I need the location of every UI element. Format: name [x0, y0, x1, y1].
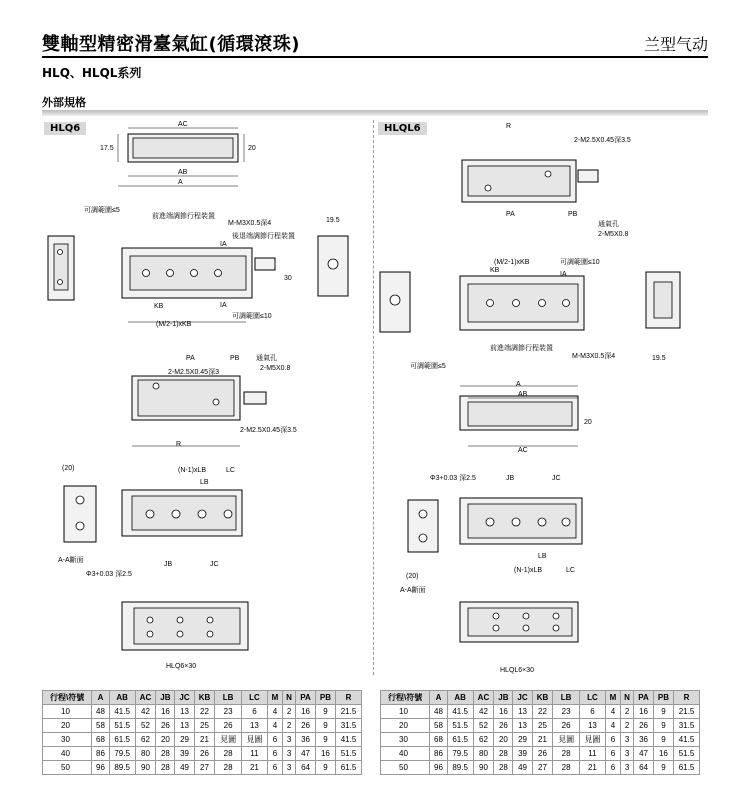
table-cell: 26	[296, 719, 316, 733]
table-cell: 80	[473, 747, 494, 761]
table-cell: 31.5	[674, 719, 700, 733]
dim-kb: KB	[154, 303, 164, 310]
table-cell: 30	[43, 733, 92, 747]
table-header-cell: R	[674, 691, 700, 705]
table-header-cell: N	[282, 691, 296, 705]
table-header-cell: PB	[315, 691, 335, 705]
table-cell: 6	[268, 761, 283, 775]
table-cell: 16	[315, 747, 335, 761]
table-cell: 27	[194, 761, 215, 775]
table-cell: 16	[494, 705, 513, 719]
table-header-cell: KB	[532, 691, 553, 705]
label-m25-35-right: 2-M2.5X0.45深3.5	[574, 137, 631, 144]
table-cell: 51.5	[336, 747, 362, 761]
label-phi3: Φ3+0.03 深2.5	[86, 571, 132, 578]
dim-n1lb-right: (N-1)xLB	[514, 567, 543, 574]
table-cell: 47	[296, 747, 316, 761]
table-cell: 13	[579, 719, 605, 733]
table-header-cell: R	[336, 691, 362, 705]
table-cell: 28	[553, 761, 579, 775]
table-header-cell: M	[606, 691, 621, 705]
label-aa-left: A-A斷面	[58, 557, 84, 564]
table-cell: 見圖	[579, 733, 605, 747]
table-row	[381, 705, 700, 719]
table-cell: 89.5	[447, 761, 473, 775]
table-header-cell: JB	[156, 691, 175, 705]
table-cell: 61.5	[336, 761, 362, 775]
table-cell: 30	[381, 733, 430, 747]
table-cell: 36	[634, 733, 654, 747]
table-cell: 48	[430, 705, 447, 719]
table-cell: 21	[194, 733, 215, 747]
table-cell: 26	[194, 747, 215, 761]
table-cell: 9	[653, 719, 673, 733]
table-cell: 28	[553, 747, 579, 761]
table-header-cell: 行程\符號	[381, 691, 430, 705]
table-row	[43, 761, 362, 775]
table-cell: 21	[532, 733, 553, 747]
label-m3: M-M3X0.5深4	[228, 220, 272, 227]
table-cell: 49	[513, 761, 532, 775]
table-cell: 26	[156, 719, 175, 733]
table-cell: 28	[494, 761, 513, 775]
label-front-adjust-right: 前進端調節行程裝置	[490, 345, 553, 352]
brand-label: 兰型气动	[643, 35, 708, 54]
table-cell: 39	[175, 747, 194, 761]
table-cell: 68	[92, 733, 109, 747]
table-cell: 20	[494, 733, 513, 747]
table-header-cell: AC	[473, 691, 494, 705]
label-m5: 2-M5X0.8	[260, 365, 291, 372]
dim-ab: AB	[178, 169, 188, 176]
table-cell: 見圖	[215, 733, 241, 747]
table-cell: 25	[532, 719, 553, 733]
table-cell: 4	[268, 719, 283, 733]
table-row	[381, 733, 700, 747]
dim-ia-right: IA	[560, 271, 567, 278]
hlq6-section-view	[58, 465, 242, 578]
dim-n1lb: (N-1)xLB	[178, 467, 207, 474]
table-cell: 28	[215, 761, 241, 775]
hlq6-top-view	[100, 121, 256, 186]
dim-lb: LB	[200, 479, 209, 486]
table-cell: 27	[532, 761, 553, 775]
table-cell: 21	[241, 761, 267, 775]
label-through-hole: 通氣孔	[256, 355, 277, 362]
dim-ia-bottom: IA	[220, 302, 227, 309]
table-cell: 4	[606, 719, 621, 733]
table-cell: 3	[620, 747, 634, 761]
table-cell: 11	[579, 747, 605, 761]
table-header-cell: A	[92, 691, 109, 705]
table-cell: 16	[653, 747, 673, 761]
spec-table-left	[42, 690, 362, 775]
hlq6-bottom-view	[132, 353, 297, 448]
table-cell: 29	[513, 733, 532, 747]
dim-pb: PB	[230, 355, 240, 362]
label-m5-right: 2-M5X0.8	[598, 231, 629, 238]
table-cell: 62	[473, 733, 494, 747]
table-cell: 3	[282, 761, 296, 775]
table-cell: 13	[175, 719, 194, 733]
dim-ab-right: AB	[518, 391, 528, 398]
table-cell: 41.5	[336, 733, 362, 747]
table-cell: 16	[634, 705, 654, 719]
label-m25-3: 2-M2.5X0.45深3	[168, 369, 219, 376]
table-row	[43, 705, 362, 719]
table-cell: 29	[175, 733, 194, 747]
table-cell: 58	[92, 719, 109, 733]
table-header-cell: A	[430, 691, 447, 705]
table-cell: 40	[381, 747, 430, 761]
hlq6-main-view	[48, 205, 348, 328]
dim-lc-right: LC	[566, 567, 575, 574]
dim-r: R	[176, 441, 182, 448]
table-cell: 96	[430, 761, 447, 775]
table-cell: 13	[513, 705, 532, 719]
dim-20-paren-right: (20)	[406, 573, 419, 580]
table-cell: 22	[532, 705, 553, 719]
table-row	[381, 747, 700, 761]
label-m3-right: M-M3X0.5深4	[572, 353, 616, 360]
table-cell: 16	[296, 705, 316, 719]
label-hlq6x30: HLQ6×30	[166, 663, 197, 670]
table-row	[43, 733, 362, 747]
table-cell: 26	[494, 719, 513, 733]
label-stroke-adjust: 可調範圍≤5	[84, 207, 120, 214]
table-cell: 20	[381, 719, 430, 733]
table-cell: 6	[268, 747, 283, 761]
table-row	[43, 719, 362, 733]
dim-19-5: 19.5	[326, 217, 340, 224]
dim-jc-right: JC	[552, 475, 561, 482]
table-header-cell: M	[268, 691, 283, 705]
hlql6-main-view	[380, 257, 680, 370]
table-cell: 62	[135, 733, 156, 747]
table-cell: 3	[620, 761, 634, 775]
model-tag-left: HLQ6	[44, 122, 86, 135]
table-cell: 31.5	[336, 719, 362, 733]
table-cell: 11	[241, 747, 267, 761]
table-header-cell: LC	[241, 691, 267, 705]
table-cell: 52	[473, 719, 494, 733]
table-cell: 86	[430, 747, 447, 761]
table-cell: 6	[606, 747, 621, 761]
table-header-cell: 行程\符號	[43, 691, 92, 705]
table-header-cell: LC	[579, 691, 605, 705]
dim-kb-right: KB	[490, 267, 500, 274]
table-cell: 42	[473, 705, 494, 719]
table-cell: 28	[156, 747, 175, 761]
table-cell: 64	[634, 761, 654, 775]
dim-19-5-right: 19.5	[652, 355, 666, 362]
dim-17-5: 17.5	[100, 145, 114, 152]
table-header-cell: JC	[513, 691, 532, 705]
table-cell: 21.5	[336, 705, 362, 719]
table-cell: 61.5	[447, 733, 473, 747]
table-cell: 6	[606, 733, 621, 747]
dim-jb: JB	[164, 561, 173, 568]
dim-m12kb-right: (M/2-1)xKB	[494, 259, 530, 266]
dim-lb-right: LB	[538, 553, 547, 560]
table-header-cell: PA	[296, 691, 316, 705]
table-cell: 9	[315, 733, 335, 747]
dim-m12kb: (M/2-1)xKB	[156, 321, 192, 328]
table-cell: 64	[296, 761, 316, 775]
table-cell: 9	[315, 719, 335, 733]
table-cell: 25	[194, 719, 215, 733]
table-cell: 42	[135, 705, 156, 719]
table-cell: 96	[92, 761, 109, 775]
table-header-cell: AB	[447, 691, 473, 705]
table-cell: 3	[620, 733, 634, 747]
table-row	[43, 747, 362, 761]
dim-jc: JC	[210, 561, 219, 568]
table-cell: 2	[282, 705, 296, 719]
table-cell: 6	[268, 733, 283, 747]
dim-pb-right: PB	[568, 211, 578, 218]
table-cell: 9	[653, 705, 673, 719]
table-cell: 49	[175, 761, 194, 775]
table-cell: 22	[194, 705, 215, 719]
table-cell: 89.5	[109, 761, 135, 775]
table-cell: 61.5	[674, 761, 700, 775]
table-cell: 9	[315, 761, 335, 775]
table-cell: 6	[241, 705, 267, 719]
table-cell: 61.5	[109, 733, 135, 747]
dim-20-right: 20	[584, 419, 592, 426]
table-cell: 28	[215, 747, 241, 761]
table-cell: 26	[532, 747, 553, 761]
table-cell: 13	[175, 705, 194, 719]
table-cell: 40	[43, 747, 92, 761]
table-cell: 50	[381, 761, 430, 775]
table-cell: 13	[241, 719, 267, 733]
table-cell: 23	[553, 705, 579, 719]
table-cell: 90	[135, 761, 156, 775]
table-cell: 4	[606, 705, 621, 719]
table-cell: 4	[268, 705, 283, 719]
table-cell: 2	[620, 719, 634, 733]
table-cell: 21	[579, 761, 605, 775]
label-hlql6x30: HLQL6×30	[500, 667, 535, 674]
table-header-cell: JB	[494, 691, 513, 705]
dim-pa-right: PA	[506, 211, 515, 218]
table-cell: 3	[282, 747, 296, 761]
table-header-cell: PB	[653, 691, 673, 705]
table-cell: 50	[43, 761, 92, 775]
table-cell: 36	[296, 733, 316, 747]
page-title: 雙軸型精密滑臺氣缸(循環滾珠)	[42, 34, 300, 55]
table-row	[381, 761, 700, 775]
table-header-cell: LB	[215, 691, 241, 705]
table-cell: 51.5	[674, 747, 700, 761]
table-cell: 20	[43, 719, 92, 733]
table-cell: 39	[513, 747, 532, 761]
table-cell: 28	[156, 761, 175, 775]
label-stroke-adjust-10-right: 可調範圍≤10	[560, 259, 600, 266]
table-cell: 26	[215, 719, 241, 733]
table-cell: 80	[135, 747, 156, 761]
section-heading: 外部規格	[42, 96, 86, 109]
table-header-cell: PA	[634, 691, 654, 705]
table-cell: 79.5	[447, 747, 473, 761]
dim-r-right: R	[506, 123, 512, 130]
table-cell: 21.5	[674, 705, 700, 719]
table-cell: 2	[282, 719, 296, 733]
table-cell: 51.5	[109, 719, 135, 733]
table-cell: 58	[430, 719, 447, 733]
table-header-cell: AC	[135, 691, 156, 705]
hlql6x30-view	[460, 602, 578, 674]
table-cell: 41.5	[109, 705, 135, 719]
label-stroke-adjust-right: 可調範圍≤5	[410, 363, 446, 370]
table-header-cell: JC	[175, 691, 194, 705]
dim-ac: AC	[178, 121, 188, 128]
label-front-adjust: 前進端調節行程裝置	[152, 213, 215, 220]
table-cell: 41.5	[447, 705, 473, 719]
table-cell: 52	[135, 719, 156, 733]
model-tag-right: HLQL6	[378, 122, 427, 135]
hlql6-section-view	[400, 474, 582, 594]
table-cell: 47	[634, 747, 654, 761]
table-header-cell: AB	[109, 691, 135, 705]
table-cell: 86	[92, 747, 109, 761]
table-cell: 見圖	[241, 733, 267, 747]
series-subtitle: HLQ、HLQL系列	[42, 66, 142, 80]
table-cell: 68	[430, 733, 447, 747]
table-cell: 51.5	[447, 719, 473, 733]
dim-ia-top: IA	[220, 241, 227, 248]
spec-table-right	[380, 690, 700, 775]
table-header-row	[43, 691, 362, 705]
table-cell: 10	[43, 705, 92, 719]
dim-jb-right: JB	[506, 475, 515, 482]
label-through-hole-right: 通氣孔	[598, 221, 619, 228]
table-cell: 13	[513, 719, 532, 733]
dim-30: 30	[284, 275, 292, 282]
table-cell: 2	[620, 705, 634, 719]
table-cell: 90	[473, 761, 494, 775]
table-header-cell: KB	[194, 691, 215, 705]
dim-lc: LC	[226, 467, 235, 474]
table-cell: 9	[653, 733, 673, 747]
table-cell: 6	[606, 761, 621, 775]
table-header-cell: LB	[553, 691, 579, 705]
table-cell: 20	[156, 733, 175, 747]
table-cell: 16	[156, 705, 175, 719]
table-cell: 41.5	[674, 733, 700, 747]
table-cell: 26	[634, 719, 654, 733]
table-cell: 28	[494, 747, 513, 761]
table-cell: 見圖	[553, 733, 579, 747]
table-cell: 9	[653, 761, 673, 775]
table-cell: 3	[282, 733, 296, 747]
label-phi3-right: Φ3+0.03 深2.5	[430, 475, 476, 482]
table-cell: 79.5	[109, 747, 135, 761]
dim-a: A	[178, 179, 183, 186]
table-header-cell: N	[620, 691, 634, 705]
table-cell: 48	[92, 705, 109, 719]
dim-ac-right: AC	[518, 447, 528, 454]
dim-20-paren: (20)	[62, 465, 75, 472]
table-header-row	[381, 691, 700, 705]
table-cell: 6	[579, 705, 605, 719]
label-m25-35: 2-M2.5X0.45深3.5	[240, 427, 297, 434]
dim-a-right: A	[516, 381, 521, 388]
dim-20-top: 20	[248, 145, 256, 152]
table-cell: 9	[315, 705, 335, 719]
hlql6-side-view	[460, 381, 592, 454]
label-stroke-adjust-10: 可調範圍≤10	[232, 313, 272, 320]
hlq6x30-view	[122, 602, 248, 670]
table-cell: 23	[215, 705, 241, 719]
dim-pa: PA	[186, 355, 195, 362]
table-row	[381, 719, 700, 733]
table-cell: 10	[381, 705, 430, 719]
label-aa-right: A-A斷面	[400, 587, 426, 594]
hlql6-top-view	[462, 123, 631, 238]
table-cell: 26	[553, 719, 579, 733]
label-rear-adjust: 後退端調節行程裝置	[232, 233, 295, 240]
